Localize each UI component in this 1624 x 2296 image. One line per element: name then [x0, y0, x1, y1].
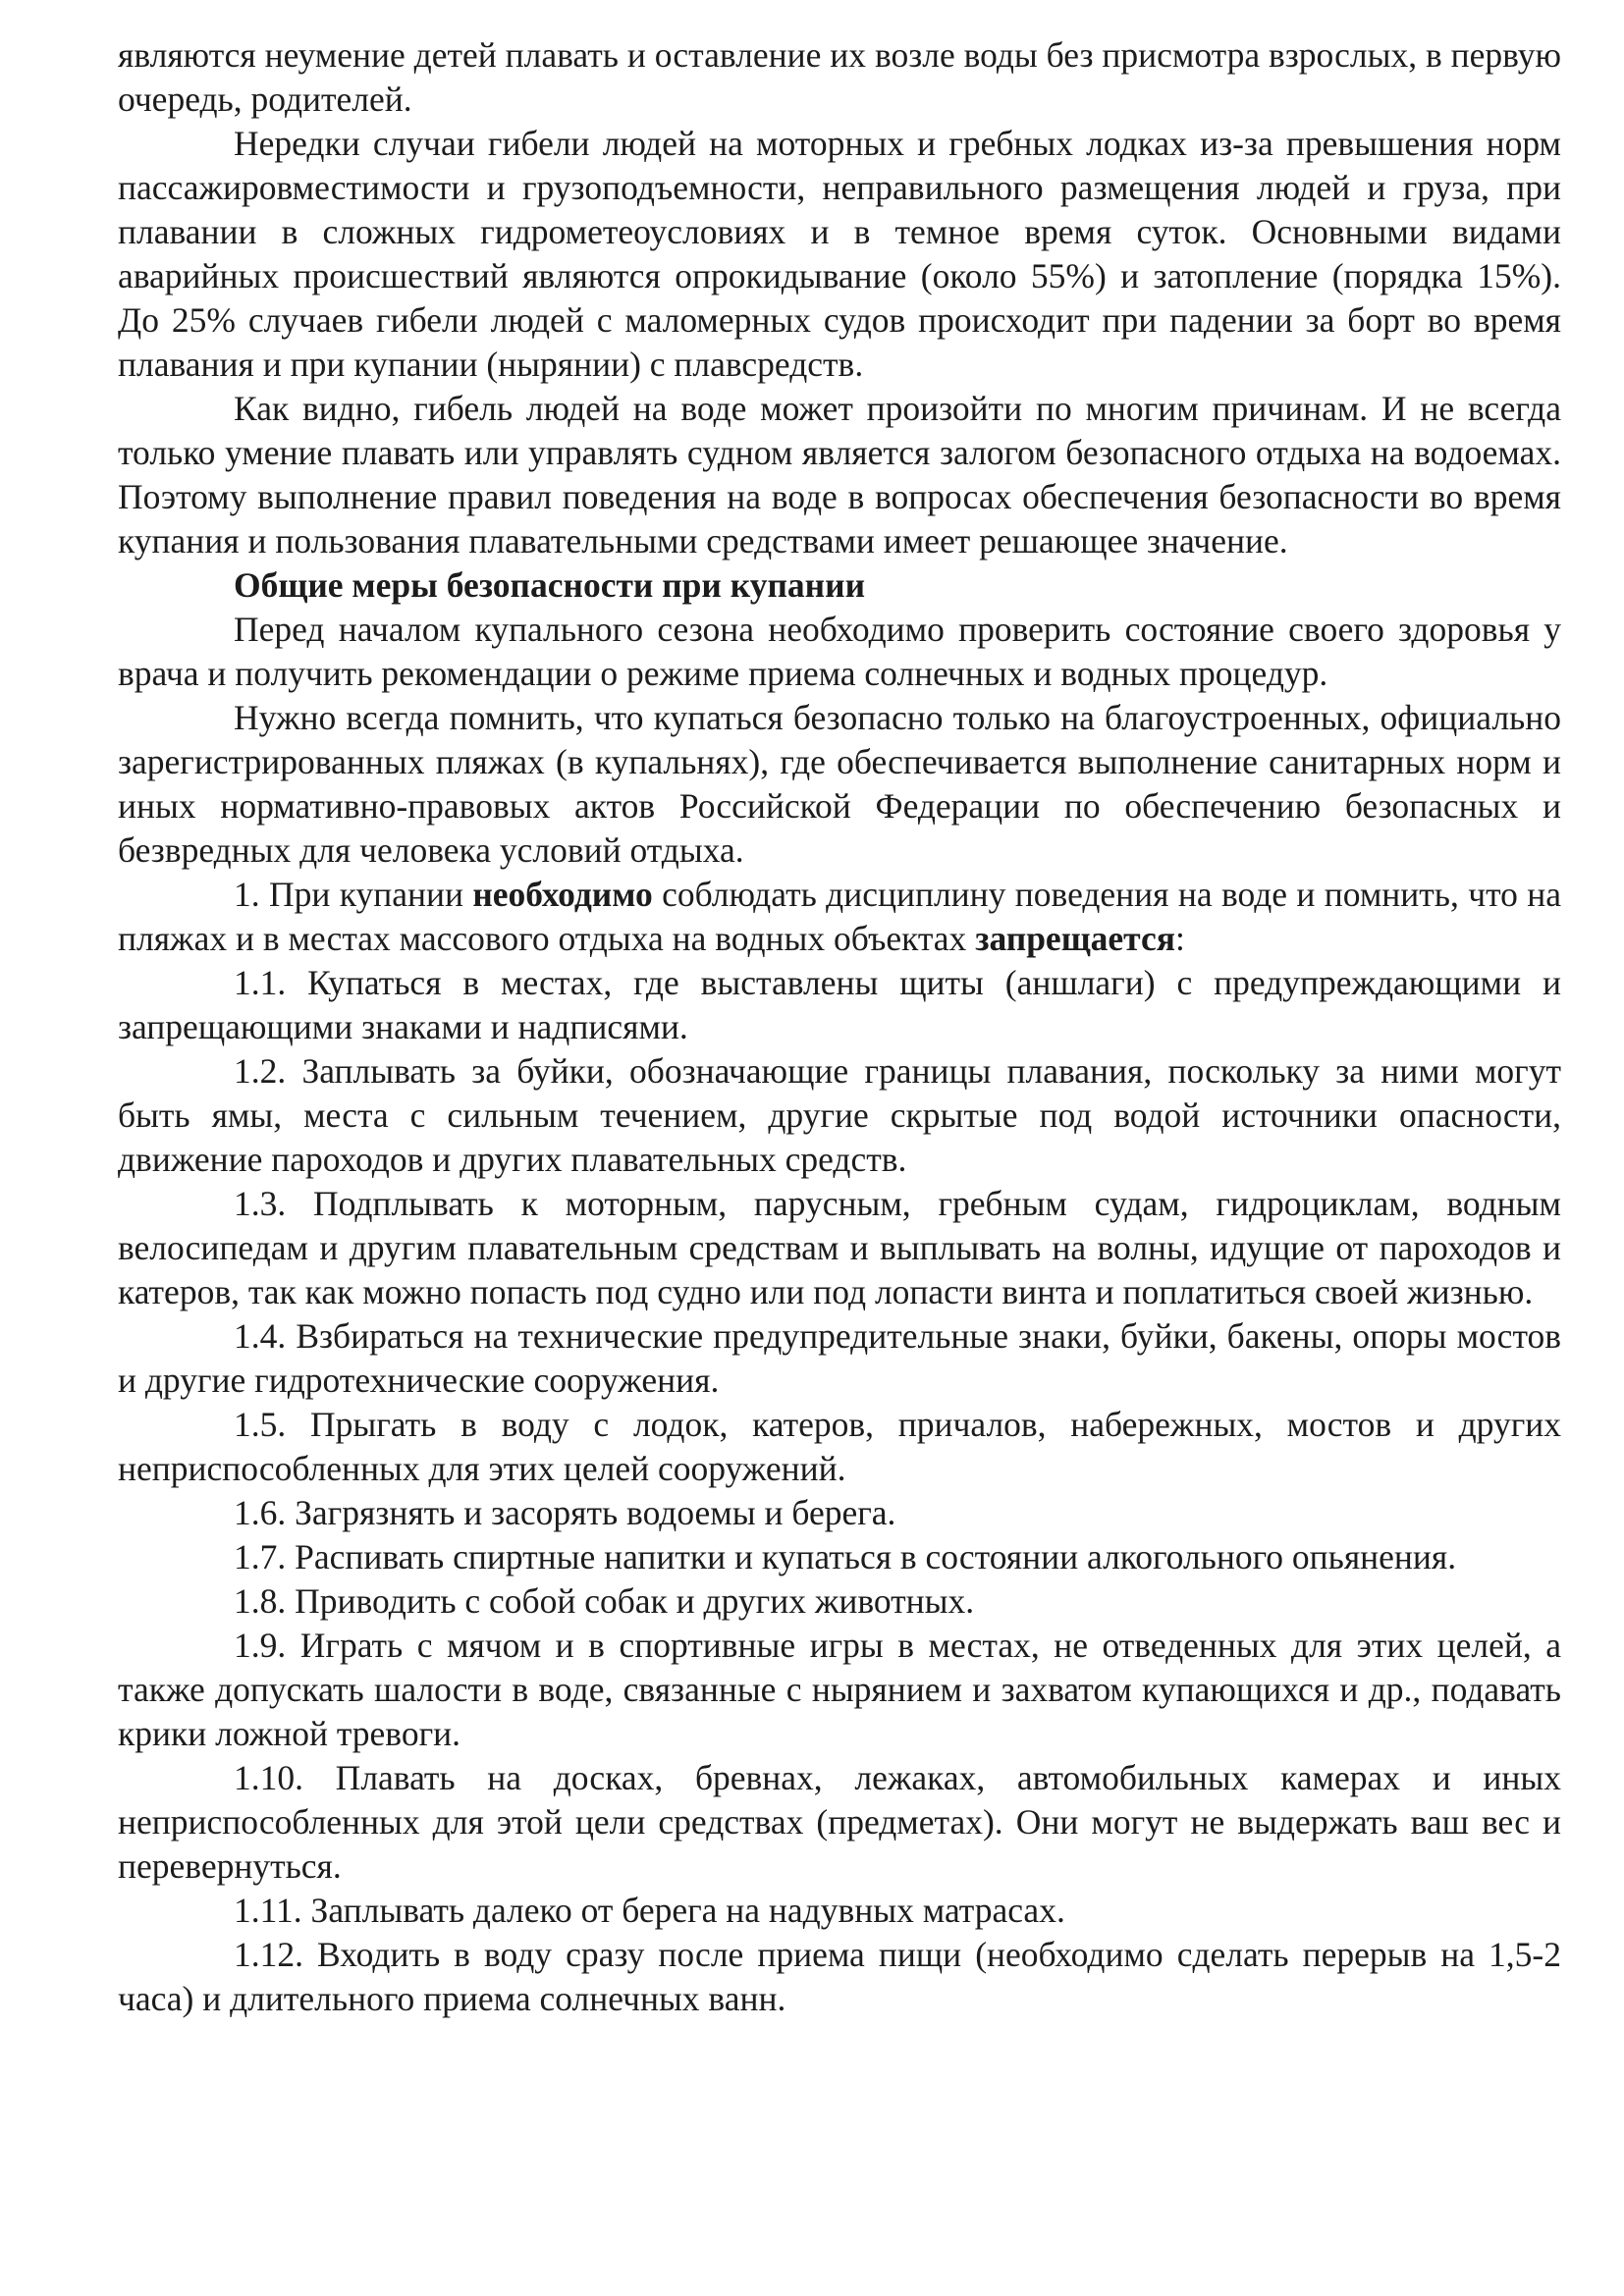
list-item-1-4: 1.4. Взбираться на технические предупредительные знаки, буйки, бакены, опоры мостов и другие гидротехнические сооружения.: [118, 1316, 1561, 1400]
rule-1-text-c: :: [1175, 919, 1185, 958]
list-item-1-2: 1.2. Заплывать за буйки, обозначающие границы плавания, поскольку за ними могут быть ямы, места с сильным течением, другие скрытые под водой источники опасности, движение пароходов и других плавательных средств.: [118, 1051, 1561, 1179]
document-page: [118, 33, 1561, 2021]
list-item-1-12: 1.12. Входить в воду сразу после приема пищи (необходимо сделать перерыв на 1,5-2 часа) и длительного приема солнечных ванн.: [118, 1935, 1561, 2018]
rule-1-bold-prohibited: запрещается: [975, 919, 1176, 958]
rule-1-text-a: 1. При купании: [234, 875, 473, 914]
list-item-1-10: 1.10. Плавать на досках, бревнах, лежаках, автомобильных камерах и иных неприспособленных для этой цели средствах (предметах). Они могут не выдержать ваш вес и перевернуться.: [118, 1758, 1561, 1886]
list-item-1-6: 1.6. Загрязнять и засорять водоемы и берега.: [234, 1493, 896, 1532]
section-heading: Общие меры безопасности при купании: [234, 565, 866, 605]
paragraph-health-check: Перед началом купального сезона необходимо проверить состояние своего здоровья у врача и получить рекомендации о режиме приема солнечных и водных процедур.: [118, 610, 1561, 693]
rule-1-text-b: соблюдать дисциплину поведения на воде и помнить, что на пляжах и в местах массового отдыха на водных объектах: [118, 875, 1561, 958]
rule-1-bold-necessary: необходимо: [472, 875, 653, 914]
rule-1-intro: [118, 873, 1561, 961]
paragraph-boat-accidents: Нередки случаи гибели людей на моторных и гребных лодках из-за превышения норм пассажировместимости и грузоподъемности, неправильного размещения людей и груза, при плавании в сложных гидрометеоусловиях и в темное время суток. Основными видами аварийных происшествий являются опрокидывание (около 55%) и затопление (порядка 15%). До 25% случаев гибели людей с маломерных судов происходит при падении за борт во время плавания и при купании (нырянии) с плавсредств.: [118, 124, 1561, 384]
list-item-1-3: 1.3. Подплывать к моторным, парусным, гребным судам, гидроциклам, водным велосипедам и другим плавательным средствам и выплывать на волны, идущие от пароходов и катеров, так как можно попасть под судно или под лопасти винта и поплатиться своей жизнью.: [118, 1184, 1561, 1311]
list-item-1-7: 1.7. Распивать спиртные напитки и купаться в состоянии алкогольного опьянения.: [234, 1537, 1457, 1576]
list-item-1-5: 1.5. Прыгать в воду с лодок, катеров, причалов, набережных, мостов и других неприспособленных для этих целей сооружений.: [118, 1405, 1561, 1488]
list-item-1-11: 1.11. Заплывать далеко от берега на надувных матрасах.: [234, 1891, 1065, 1930]
list-item-1-1: 1.1. Купаться в местах, где выставлены щиты (аншлаги) с предупреждающими и запрещающими знаками и надписями.: [118, 963, 1561, 1046]
list-item-1-8: 1.8. Приводить с собой собак и других животных.: [234, 1581, 975, 1621]
paragraph-safe-beaches: Нужно всегда помнить, что купаться безопасно только на благоустроенных, официально зарегистрированных пляжах (в купальнях), где обеспечивается выполнение санитарных норм и иных нормативно-правовых актов Российской Федерации по обеспечению безопасных и безвредных для человека условий отдыха.: [118, 698, 1561, 870]
list-item-1-9: 1.9. Играть с мячом и в спортивные игры в местах, не отведенных для этих целей, а также допускать шалости в воде, связанные с нырянием и захватом купающихся и др., подавать крики ложной тревоги.: [118, 1626, 1561, 1753]
paragraph-causes: Как видно, гибель людей на воде может произойти по многим причинам. И не всегда только умение плавать или управлять судном является залогом безопасного отдыха на водоемах. Поэтому выполнение правил поведения на воде в вопросах обеспечения безопасности во время купания и пользования плавательными средствами имеет решающее значение.: [118, 389, 1561, 561]
paragraph-continuation: являются неумение детей плавать и оставление их возле воды без присмотра взрослых, в первую очередь, родителей.: [118, 35, 1561, 119]
